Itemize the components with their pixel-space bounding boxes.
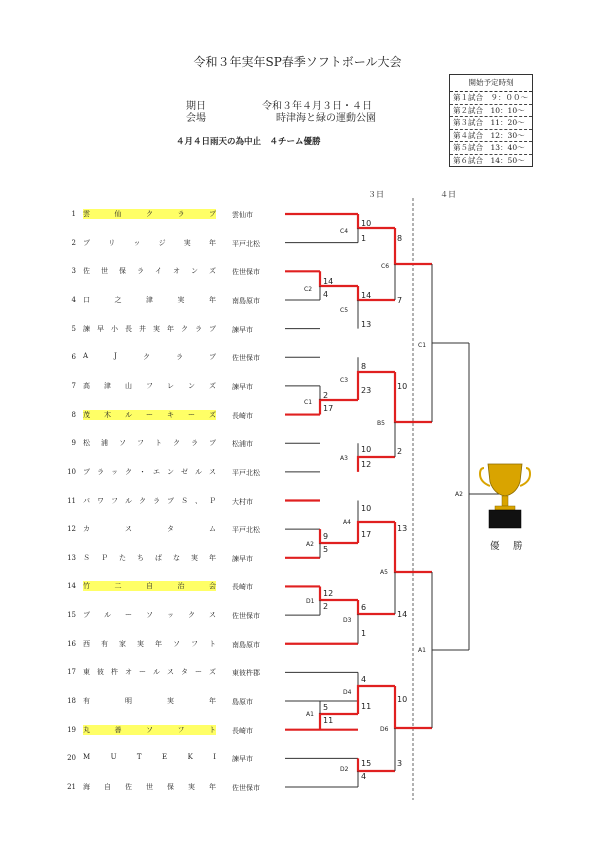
team-name-char: ル: [104, 611, 111, 620]
team-city: 平戸北松: [232, 239, 260, 248]
schedule-row: 第１試合 ９：００～: [450, 92, 532, 105]
team-name-char: 家: [119, 639, 126, 648]
team-city: 佐世保市: [232, 354, 260, 363]
team-name-char: 実: [167, 697, 174, 706]
team-name-char: ス: [209, 467, 216, 476]
team-name-char: 年: [209, 783, 216, 791]
team-number: 15: [67, 611, 76, 620]
schedule-row: 第２試合 10：10～: [450, 105, 532, 118]
team-name-char: ズ: [209, 410, 216, 419]
match-code-c4: C4: [340, 228, 349, 235]
team-number: 4: [71, 295, 76, 304]
team-name-char: I: [213, 753, 216, 762]
team-name-char: ク: [139, 496, 146, 505]
team-name-char: U: [110, 753, 117, 762]
team-name-char: 諫: [83, 324, 90, 333]
team-name-char: ブ: [83, 238, 90, 247]
team-name-char: 実: [153, 324, 160, 333]
bracket-line: [395, 686, 432, 728]
match-code-a1: A1: [306, 711, 314, 718]
schedule-header: 開始予定時刻: [450, 75, 532, 92]
score-d3-top: 6: [361, 603, 367, 612]
team-name-char: 木: [104, 410, 111, 419]
schedule-row: 第６試合 14：50～: [453, 155, 525, 165]
team-name-char: ブ: [83, 467, 90, 476]
match-code-a1-day2: A1: [418, 647, 426, 654]
team-city: 南島原市: [232, 296, 260, 305]
trophy-part: [502, 496, 508, 506]
team-name-char: フ: [146, 381, 153, 390]
match-code-d1: D1: [306, 598, 315, 605]
team-name-char: 山: [125, 381, 132, 390]
team-name-char: 佐: [83, 267, 90, 276]
team-name-char: 実: [177, 295, 185, 304]
team-number: 7: [71, 381, 76, 390]
team-city: 雲仙市: [232, 211, 253, 219]
team-name-char: 杵: [111, 668, 118, 677]
team-name-char: 保: [167, 783, 174, 791]
team-name-char: 明: [125, 697, 132, 706]
team-name-char: ル: [125, 496, 132, 505]
team-number: 17: [67, 668, 76, 677]
team-name-char: タ: [181, 668, 188, 677]
team-name-char: イ: [155, 267, 162, 276]
team-name-char: 世: [146, 783, 153, 791]
team-city: 長崎市: [232, 726, 253, 735]
team-name-char: ク: [146, 210, 153, 218]
team-name-char: 有: [83, 697, 90, 706]
score-a3-bottom: 12: [361, 460, 372, 469]
team-name-char: ゼ: [181, 467, 188, 476]
team-name-char: ク: [142, 353, 150, 362]
team-city: 松浦市: [232, 440, 253, 449]
team-number: 14: [67, 582, 76, 591]
score-d3-bottom: 1: [361, 629, 367, 638]
score-c2-top: 14: [323, 277, 334, 286]
team-name-char: ソ: [146, 611, 153, 620]
team-name-char: ラ: [137, 267, 144, 276]
team-name-char: 丸: [83, 725, 90, 734]
team-name-char: フ: [137, 439, 144, 448]
team-city: 長崎市: [232, 411, 253, 420]
team-name-char: ・: [139, 467, 146, 476]
team-name-char: ー: [139, 668, 146, 677]
score-c4-bottom: 1: [361, 234, 367, 243]
score-a1-top: 5: [323, 703, 329, 712]
team-name-char: 自: [146, 582, 153, 591]
team-name-char: パ: [83, 496, 90, 505]
team-name-char: 実: [137, 639, 144, 648]
match-code-a2-final: A2: [455, 491, 463, 498]
team-name-char: Ｐ: [101, 553, 108, 562]
venue-label: 会場: [186, 113, 206, 124]
team-name-char: オ: [125, 668, 132, 677]
team-city: 平戸北松: [232, 468, 260, 477]
team-name-char: 口: [83, 295, 90, 304]
team-name-char: 彼: [97, 668, 104, 677]
team-number: 5: [71, 324, 76, 333]
team-name-char: ー: [125, 611, 132, 620]
team-name-char: 年: [209, 553, 216, 562]
team-name-char: ソ: [173, 639, 180, 648]
team-name-char: ち: [137, 553, 144, 562]
team-name-char: ッ: [111, 467, 118, 476]
match-code-c1-day2: C1: [418, 342, 427, 349]
team-name-char: 井: [139, 324, 146, 333]
match-code-a2: A2: [306, 541, 314, 548]
team-name-char: ス: [167, 668, 174, 677]
team-name-char: ト: [209, 639, 216, 648]
team-name-char: ソ: [146, 725, 153, 734]
team-name-char: ズ: [209, 381, 216, 390]
team-name-char: 有: [101, 639, 108, 648]
match-code-d3: D3: [343, 617, 352, 624]
page-title: 令和３年実年SP春季ソフトボール大会: [193, 55, 402, 69]
team-name-char: A: [83, 352, 89, 361]
team-name-char: 保: [119, 267, 126, 276]
team-name-char: ル: [195, 467, 202, 476]
score-c6-bottom: 7: [397, 296, 403, 305]
score-d2-bottom: 4: [361, 772, 367, 781]
team-name-char: カ: [83, 525, 90, 534]
schedule-row: 第５試合 13：40～: [450, 142, 532, 155]
score-d2-top: 15: [361, 759, 372, 768]
match-code-c5: C5: [340, 307, 349, 314]
team-name-char: 松: [83, 439, 90, 448]
team-name-char: ス: [125, 525, 132, 534]
score-b5-bottom: 2: [397, 447, 403, 456]
team-name-char: 善: [114, 725, 122, 734]
team-name-char: ス: [209, 611, 216, 620]
team-name-char: ソ: [119, 439, 126, 448]
team-name-char: ブ: [209, 439, 216, 448]
notice-text: ４月４日雨天の為中止 ４チーム優勝: [176, 137, 321, 147]
team-name-char: 、: [195, 496, 202, 505]
team-name-char: ズ: [209, 668, 216, 677]
team-name-char: 雲: [83, 210, 90, 218]
score-c3-top: 8: [361, 362, 367, 371]
team-name-char: 二: [114, 582, 122, 591]
trophy-part: [488, 464, 522, 496]
team-name-char: ル: [153, 668, 160, 677]
score-c1-top: 2: [323, 391, 329, 400]
team-name-char: ラ: [177, 210, 185, 218]
team-name-char: フ: [111, 496, 118, 505]
team-name-char: ク: [125, 467, 132, 476]
team-name-char: リ: [108, 238, 116, 247]
team-name-char: ー: [195, 668, 202, 677]
team-name-char: 之: [114, 295, 122, 304]
day-label-2: ４日: [440, 190, 456, 199]
match-code-c2: C2: [304, 286, 313, 293]
score-c6-top: 8: [397, 234, 403, 243]
score-c3-bottom: 23: [361, 386, 372, 395]
team-name-char: ト: [155, 439, 162, 448]
team-number: 8: [71, 410, 76, 419]
score-d1-bottom: 2: [323, 602, 329, 611]
score-a1-bottom: 11: [323, 716, 334, 725]
score-a5-top: 13: [397, 524, 408, 533]
team-name-char: T: [136, 753, 142, 762]
score-a4-top: 10: [361, 504, 372, 513]
team-name-char: 浦: [101, 439, 108, 448]
team-name-char: レ: [167, 381, 174, 390]
team-name-char: ン: [188, 381, 195, 390]
venue-value: 時津海と緑の運動公園: [276, 113, 376, 124]
day-label-1: ３日: [368, 190, 384, 199]
team-name-char: オ: [173, 267, 180, 276]
team-name-char: ブ: [209, 210, 216, 218]
team-city: 南島原市: [232, 640, 260, 649]
team-city: 平戸北松: [232, 526, 260, 535]
team-name-char: ば: [155, 553, 162, 562]
team-name-char: K: [187, 753, 193, 762]
schedule-row: 第３試合 11：20～: [450, 117, 532, 130]
trophy-icon: [480, 464, 530, 528]
team-city: 佐世保市: [232, 268, 260, 277]
team-name-char: ク: [173, 439, 180, 448]
team-name-char: 会: [209, 582, 216, 591]
team-name-char: ラ: [153, 496, 160, 505]
team-number: 18: [67, 697, 76, 706]
team-name-char: 年: [155, 639, 162, 648]
team-name-char: ッ: [167, 611, 174, 620]
team-name-char: J: [114, 352, 117, 361]
schedule-row: 第４試合 12：30～: [450, 130, 532, 143]
team-number: 13: [67, 553, 76, 562]
team-name-char: ル: [125, 410, 132, 419]
team-city: 諫早市: [232, 325, 253, 334]
team-name-char: 年: [209, 295, 216, 304]
team-number: 10: [67, 467, 76, 476]
team-number: 20: [67, 754, 76, 763]
team-city: 佐世保市: [232, 784, 260, 792]
team-number: 12: [67, 525, 76, 534]
team-name-char: キ: [167, 410, 174, 419]
team-name-char: 年: [209, 697, 216, 706]
team-number: 16: [67, 639, 76, 648]
team-number: 1: [71, 210, 76, 218]
team-name-char: Ｓ: [181, 496, 188, 505]
team-name-char: 高: [83, 381, 90, 390]
team-name-char: 治: [177, 582, 185, 591]
match-code-c3: C3: [340, 377, 349, 384]
team-name-char: ク: [188, 611, 195, 620]
team-city: 諫早市: [232, 382, 253, 391]
team-name-char: エ: [153, 467, 160, 476]
score-a2-bottom: 5: [323, 545, 329, 554]
team-name-char: ラ: [191, 439, 198, 448]
score-c1-bottom: 17: [323, 404, 334, 413]
team-number: 21: [67, 783, 76, 791]
match-code-d6: D6: [380, 726, 389, 733]
team-city: 東彼杵郡: [232, 669, 260, 678]
match-code-b5: B5: [377, 420, 385, 427]
team-name-char: 佐: [125, 783, 132, 791]
team-name-char: E: [162, 753, 168, 762]
score-c4-top: 10: [361, 219, 372, 228]
score-a3-top: 10: [361, 445, 372, 454]
team-name-char: 仙: [114, 210, 122, 218]
team-name-char: M: [83, 753, 91, 762]
score-d4-bottom: 11: [361, 702, 372, 711]
team-name-char: 津: [146, 295, 153, 304]
team-name-char: ト: [209, 725, 216, 734]
team-name-char: ッ: [133, 238, 141, 247]
team-name-char: 実: [191, 553, 198, 562]
team-name-char: ワ: [97, 496, 104, 505]
team-name-char: た: [119, 553, 126, 562]
team-name-char: ラ: [195, 324, 202, 333]
team-name-char: 海: [83, 783, 90, 791]
team-city: 諫早市: [232, 755, 253, 764]
champion-label: 優 勝: [490, 541, 525, 552]
team-number: 9: [71, 439, 76, 448]
team-name-char: 津: [104, 381, 111, 390]
team-name-char: ー: [188, 410, 195, 419]
team-name-char: ジ: [158, 238, 166, 247]
team-name-char: な: [173, 553, 180, 562]
score-d1-top: 12: [323, 589, 334, 598]
score-a2-top: 9: [323, 532, 329, 541]
team-name-char: ラ: [175, 353, 183, 362]
score-a5-bottom: 14: [397, 610, 408, 619]
team-name-char: ブ: [209, 324, 216, 333]
team-name-char: ン: [167, 467, 174, 476]
team-name-char: ン: [191, 267, 198, 276]
team-name-char: 実: [188, 783, 195, 791]
score-c5-bottom: 13: [361, 320, 372, 329]
team-name-char: 茂: [83, 410, 90, 419]
team-name-char: フ: [191, 639, 198, 648]
team-name-char: Ｓ: [83, 553, 90, 562]
team-name-char: 竹: [83, 582, 90, 591]
team-city: 島原市: [232, 698, 253, 707]
team-number: 3: [71, 267, 76, 276]
team-city: 大村市: [232, 497, 253, 506]
team-name-char: 世: [101, 267, 108, 276]
match-code-c1: C1: [304, 399, 313, 406]
team-number: 19: [67, 725, 76, 734]
score-c5-top: 14: [361, 291, 372, 300]
team-name-char: ブ: [209, 353, 216, 362]
team-name-char: ズ: [209, 267, 216, 276]
score-d4-top: 4: [361, 675, 367, 684]
team-name-char: ブ: [167, 496, 174, 505]
team-name-char: 実: [183, 238, 191, 247]
date-label: 期日: [186, 101, 206, 112]
team-city: 長崎市: [232, 583, 253, 592]
match-code-d2: D2: [340, 766, 349, 773]
match-code-a3: A3: [340, 455, 348, 462]
score-a4-bottom: 17: [361, 530, 372, 539]
score-d6-bottom: 3: [397, 759, 403, 768]
team-name-char: 東: [83, 668, 90, 677]
team-name-char: Ｐ: [209, 496, 216, 505]
team-name-char: 小: [111, 324, 118, 333]
match-code-d4: D4: [343, 689, 352, 696]
team-name-char: 西: [83, 639, 90, 648]
match-code-a5: A5: [380, 569, 388, 576]
score-c2-bottom: 4: [323, 290, 329, 299]
team-name-char: 早: [97, 324, 104, 333]
team-name-char: ク: [181, 324, 188, 333]
team-name-char: ム: [209, 525, 216, 534]
team-name-char: 長: [125, 324, 132, 333]
team-number: 6: [71, 353, 76, 362]
team-name-char: タ: [167, 525, 174, 534]
score-b5-top: 10: [397, 382, 408, 391]
team-city: 諫早市: [232, 554, 253, 563]
team-number: 11: [67, 496, 76, 505]
team-city: 佐世保市: [232, 612, 260, 621]
team-name-char: フ: [177, 725, 185, 734]
team-name-char: ー: [146, 410, 153, 419]
trophy-part: [495, 506, 515, 510]
team-name-char: ラ: [97, 467, 104, 476]
team-name-char: 自: [104, 783, 111, 791]
team-name-char: 年: [208, 238, 216, 247]
match-code-c6: C6: [381, 263, 390, 270]
team-name-char: 年: [167, 324, 174, 333]
score-d6-top: 10: [397, 695, 408, 704]
trophy-part: [489, 510, 521, 528]
match-code-a4: A4: [343, 519, 351, 526]
date-value: 令和３年４月３日・４日: [262, 101, 372, 112]
team-number: 2: [71, 238, 76, 247]
team-name-char: ブ: [83, 611, 90, 620]
